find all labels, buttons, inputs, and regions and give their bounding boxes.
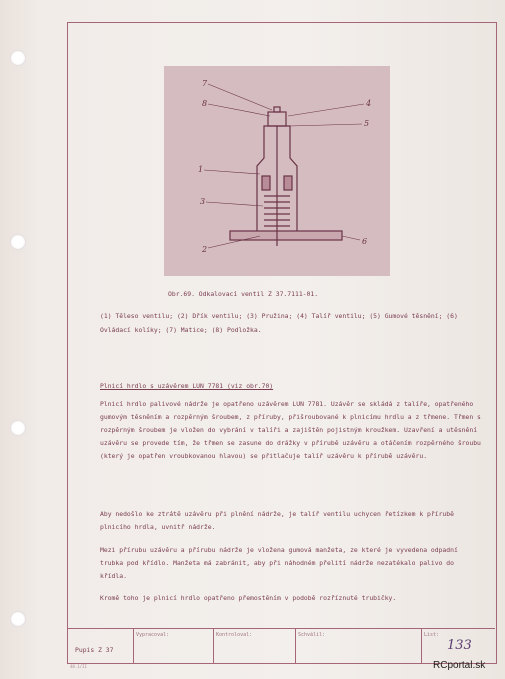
callout-8: 8 — [202, 99, 208, 108]
approved-by-label: Schválil: — [298, 632, 326, 638]
title-block — [67, 628, 495, 663]
title-block-cell — [213, 629, 296, 663]
binder-hole — [10, 420, 26, 436]
title-block-ref-cell — [67, 629, 134, 663]
page-number: 133 — [447, 638, 472, 653]
callout-1: 1 — [198, 165, 204, 174]
watermark: RCportal.sk — [433, 660, 486, 671]
title-block-sheet-cell — [421, 629, 495, 663]
figure-caption: Obr.69. Odkalovací ventil Z 37.7111-01. — [168, 290, 319, 298]
paragraph: Aby nedošlo ke ztrátě uzávěru při plnění nádrže, je talíř ventilu uchycen řetízkem k přírubě plnicího hrdla, uvnitř nádrže. — [100, 510, 454, 531]
paragraph: Kromě toho je plnicí hrdlo opatřeno přemostěním v podobě rozříznuté trubičky. — [100, 594, 397, 602]
callout-6: 6 — [362, 237, 368, 246]
paragraph: Mezi přírubu uzávěru a přírubu nádrže je vložena gumová manžeta, ze které je vyvedena odpadní trubka pod křídlo. Manžeta má zabránit, aby při náhodném přelití nádrže nezatékalo palivo do křídla. — [100, 546, 458, 580]
figure-legend: (1) Těleso ventilu; (2) Dřík ventilu; (3) Pružina; (4) Talíř ventilu; (5) Gumové těsnění; (6) Ovládací kolíky; (7) Matice; (8) Podložka. — [100, 312, 458, 334]
corner-code: 48.1/II — [70, 664, 87, 669]
paragraph: Plnicí hrdlo palivové nádrže je opatřeno uzávěrem LUN 7781. Uzávěr se skládá z talíře, opatřeného gumovým těsněním a rozpěrným šroubem, z příruby, přišroubované k plnicímu hrdlu a z třmene. Třmen s rozpěrným šroubem je vložen do vybrání v talíři a zajištěn pojistným kroužkem. Uzavření a utěsnění uzávěru se provede tím, že třmen se zasune do drážky v přírubě uzávěru a otáčením rozpěrného šroubu (který je opatřen vroubkovanou hlavou) se přitlačuje talíř uzávěru k přírubě uzávěru. — [100, 400, 481, 460]
callout-3: 3 — [200, 197, 206, 206]
sheet-label: List: — [424, 632, 440, 638]
section-heading: Plnicí hrdlo s uzávěrem LUN 7781 (viz obr.70) — [100, 382, 274, 390]
binder-hole — [10, 50, 26, 66]
title-block-cell — [133, 629, 214, 663]
callout-5: 5 — [364, 119, 370, 128]
callout-4: 4 — [366, 99, 372, 108]
checked-by-label: Kontroloval: — [216, 632, 253, 638]
prepared-by-label: Vypracoval: — [136, 632, 170, 638]
binder-hole — [10, 234, 26, 250]
callout-7: 7 — [202, 79, 208, 88]
title-block-cell — [295, 629, 422, 663]
document-ref: Pupis Z 37 — [75, 646, 114, 654]
valve-plate — [268, 112, 286, 126]
valve-drawing — [164, 66, 390, 276]
flange-plate — [230, 231, 342, 240]
binder-hole — [10, 611, 26, 627]
nut — [274, 107, 280, 112]
callout-2: 2 — [202, 245, 208, 254]
valve-figure — [164, 66, 390, 276]
